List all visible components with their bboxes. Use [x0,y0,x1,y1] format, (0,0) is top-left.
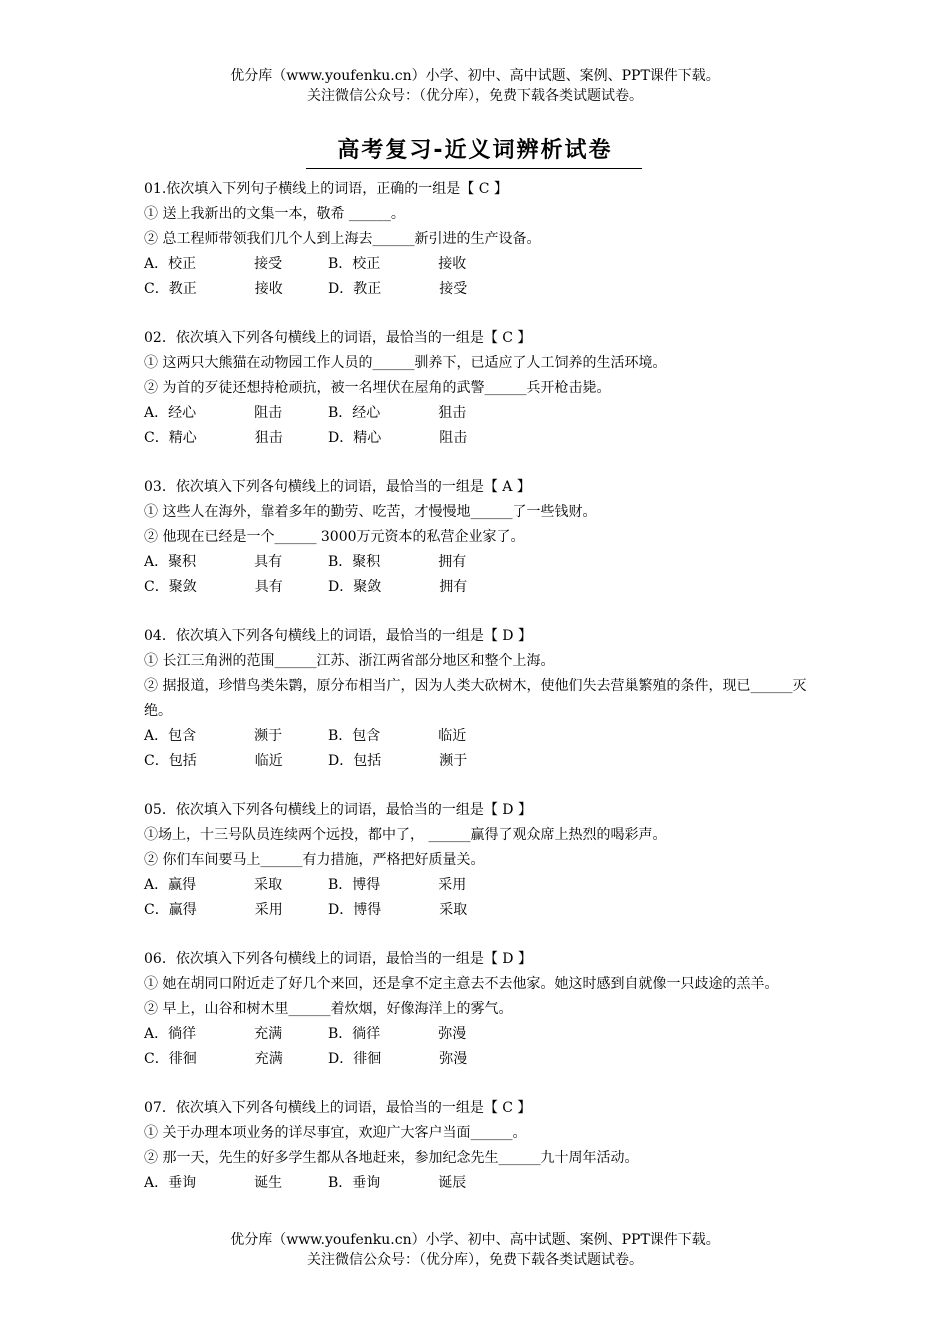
header-line-2: 关注微信公众号：（优分库），免费下载各类试题试卷。 [307,88,643,104]
option-word-1: 垂询 [352,1175,381,1191]
option-word-1: 聚积 [168,554,197,570]
option-C [144,277,328,302]
option-A [144,401,328,426]
option-word-2: 拥有 [439,579,468,595]
options-row [144,724,814,749]
option-word-2: 拥有 [438,554,467,570]
option-word-1: 校正 [352,256,381,272]
option-word-2: 阻击 [254,405,283,421]
option-label: D． [328,579,354,595]
option-word-1: 包括 [353,753,382,769]
option-word-1: 徘徊 [168,1051,197,1067]
option-D [328,749,512,774]
footer-line-2: 关注微信公众号：（优分库），免费下载各类试题试卷。 [307,1252,643,1268]
options-row [144,1171,814,1196]
sentence-2: ② 你们车间要马上______有力措施，严格把好质量关。 [144,852,485,868]
option-word-2: 诞辰 [438,1175,467,1191]
header-line-1: 优分库（www.youfenku.cn）小学、初中、高中试题、案例、PPT课件下载。 [230,68,720,84]
option-word-2: 弥漫 [438,1026,467,1042]
question-stem: 04．依次填入下列各句横线上的词语，最恰当的一组是【 D 】 [144,628,532,644]
sentence-1: ① 长江三角洲的范围______江苏、浙江两省部分地区和整个上海。 [144,653,555,669]
option-label: A． [144,1026,169,1042]
option-word-1: 赢得 [168,877,197,893]
option-word-1: 赢得 [168,902,197,918]
sentence-2: ② 据报道，珍惜鸟类朱鹮，原分布相当广，因为人类大砍树木，使他们失去营巢繁殖的条件，现已______灭绝。 [144,678,807,719]
option-B [328,1022,512,1047]
option-label: C． [144,753,169,769]
sentence-1: ① 这两只大熊猫在动物园工作人员的______驯养下，已适应了人工饲养的生活环境。 [144,355,667,371]
option-word-1: 博得 [352,877,381,893]
option-word-1: 徜徉 [352,1026,381,1042]
option-label: A． [144,1175,169,1191]
option-word-1: 聚敛 [353,579,382,595]
options-row [144,1047,814,1072]
sentence-2: ② 他现在已经是一个______ 3000万元资本的私营企业家了。 [144,529,525,545]
option-C [144,1047,328,1072]
sentence-1: ① 送上我新出的文集一本，敬希 ______。 [144,206,405,222]
option-B [328,550,512,575]
option-word-2: 充满 [254,1051,283,1067]
option-C [144,575,328,600]
question-3 [144,475,814,600]
question-stem: 01.依次填入下列句子横线上的词语，正确的一组是【 C 】 [144,181,508,197]
options-row [144,575,814,600]
option-word-2: 采取 [439,902,468,918]
option-word-2: 充满 [254,1026,283,1042]
option-word-2: 采用 [438,877,467,893]
option-word-2: 阻击 [439,430,468,446]
question-1 [144,177,814,302]
option-label: D． [328,281,354,297]
options-row [144,749,814,774]
sentence-2: ② 总工程师带领我们几个人到上海去______新引进的生产设备。 [144,231,541,247]
option-D [328,1047,512,1072]
option-label: A． [144,554,169,570]
option-A [144,1171,328,1196]
option-B [328,1171,512,1196]
sentence-2: ② 早上，山谷和树木里______着炊烟，好像海洋上的雾气。 [144,1001,513,1017]
option-word-1: 精心 [353,430,382,446]
option-A [144,724,328,749]
option-label: C． [144,902,169,918]
option-word-1: 精心 [168,430,197,446]
page-title: 高考复习-近义词辨析试卷 [337,138,613,163]
option-word-2: 临近 [438,728,467,744]
footer-line-1: 优分库（www.youfenku.cn）小学、初中、高中试题、案例、PPT课件下载。 [230,1232,720,1248]
option-label: B． [328,728,353,744]
option-label: A． [144,256,169,272]
option-word-2: 接收 [438,256,467,272]
sentence-2: ② 为首的歹徒还想持枪顽抗，被一名埋伏在屋角的武警______兵开枪击毙。 [144,380,611,396]
option-word-2: 采用 [254,902,283,918]
option-label: B． [328,554,353,570]
option-label: B． [328,877,353,893]
option-label: B． [328,1026,353,1042]
option-label: C． [144,281,169,297]
option-word-2: 诞生 [254,1175,283,1191]
page-header [0,66,950,106]
option-word-2: 接收 [254,281,283,297]
option-word-2: 接受 [439,281,468,297]
options-row [144,277,814,302]
question-4 [144,624,814,774]
option-word-2: 狙击 [254,430,283,446]
question-2 [144,326,814,451]
option-word-1: 校正 [168,256,197,272]
option-word-1: 垂询 [168,1175,197,1191]
option-word-2: 接受 [254,256,283,272]
question-stem: 02．依次填入下列各句横线上的词语，最恰当的一组是【 C 】 [144,330,532,346]
option-label: C． [144,430,169,446]
option-label: D． [328,902,354,918]
option-A [144,550,328,575]
option-word-1: 包含 [168,728,197,744]
option-B [328,724,512,749]
option-D [328,575,512,600]
options-row [144,401,814,426]
options-row [144,898,814,923]
option-label: B． [328,405,353,421]
sentence-1: ① 她在胡同口附近走了好几个来回，还是拿不定主意去不去他家。她这时感到自就像一只歧途的羔羊。 [144,976,779,992]
question-5 [144,798,814,923]
option-label: A． [144,405,169,421]
question-stem: 07．依次填入下列各句横线上的词语，最恰当的一组是【 C 】 [144,1100,532,1116]
option-C [144,749,328,774]
option-D [328,277,512,302]
option-word-1: 徜徉 [168,1026,197,1042]
option-word-1: 聚积 [352,554,381,570]
option-word-2: 临近 [254,753,283,769]
option-word-1: 教正 [353,281,382,297]
sentence-2: ② 那一天，先生的好多学生都从各地赶来，参加纪念先生______九十周年活动。 [144,1150,639,1166]
option-C [144,426,328,451]
option-word-2: 濒于 [254,728,283,744]
option-word-2: 濒于 [439,753,468,769]
sentence-1: ①场上，十三号队员连续两个远投，都中了， ______赢得了观众席上热烈的喝彩声。 [144,827,667,843]
question-stem: 03．依次填入下列各句横线上的词语，最恰当的一组是【 A 】 [144,479,531,495]
option-word-1: 教正 [168,281,197,297]
option-label: B． [328,256,353,272]
sentence-1: ① 关于办理本项业务的详尽事宜，欢迎广大客户当面______。 [144,1125,527,1141]
question-stem: 06．依次填入下列各句横线上的词语，最恰当的一组是【 D 】 [144,951,532,967]
option-word-2: 具有 [254,554,283,570]
option-word-2: 弥漫 [439,1051,468,1067]
option-word-1: 经心 [168,405,197,421]
option-word-1: 徘徊 [353,1051,382,1067]
question-6 [144,947,814,1072]
option-D [328,426,512,451]
option-label: D． [328,753,354,769]
question-stem: 05．依次填入下列各句横线上的词语，最恰当的一组是【 D 】 [144,802,532,818]
question-list [144,177,814,1220]
option-label: D． [328,430,354,446]
option-label: B． [328,1175,353,1191]
option-B [328,252,512,277]
option-word-1: 博得 [353,902,382,918]
option-word-1: 经心 [352,405,381,421]
option-label: C． [144,579,169,595]
page-footer [0,1230,950,1270]
option-A [144,252,328,277]
option-label: C． [144,1051,169,1067]
question-7 [144,1096,814,1196]
options-row [144,1022,814,1047]
title-underline [306,168,642,169]
options-row [144,252,814,277]
option-word-2: 采取 [254,877,283,893]
options-row [144,550,814,575]
option-A [144,1022,328,1047]
option-label: A． [144,877,169,893]
option-word-1: 包含 [352,728,381,744]
option-B [328,401,512,426]
option-D [328,898,512,923]
option-word-2: 狙击 [438,405,467,421]
option-word-2: 具有 [254,579,283,595]
sentence-1: ① 这些人在海外，靠着多年的勤劳、吃苦，才慢慢地______了一些钱财。 [144,504,597,520]
option-label: A． [144,728,169,744]
options-row [144,426,814,451]
option-label: D． [328,1051,354,1067]
option-A [144,873,328,898]
option-C [144,898,328,923]
option-word-1: 包括 [168,753,197,769]
options-row [144,873,814,898]
option-word-1: 聚敛 [168,579,197,595]
option-B [328,873,512,898]
